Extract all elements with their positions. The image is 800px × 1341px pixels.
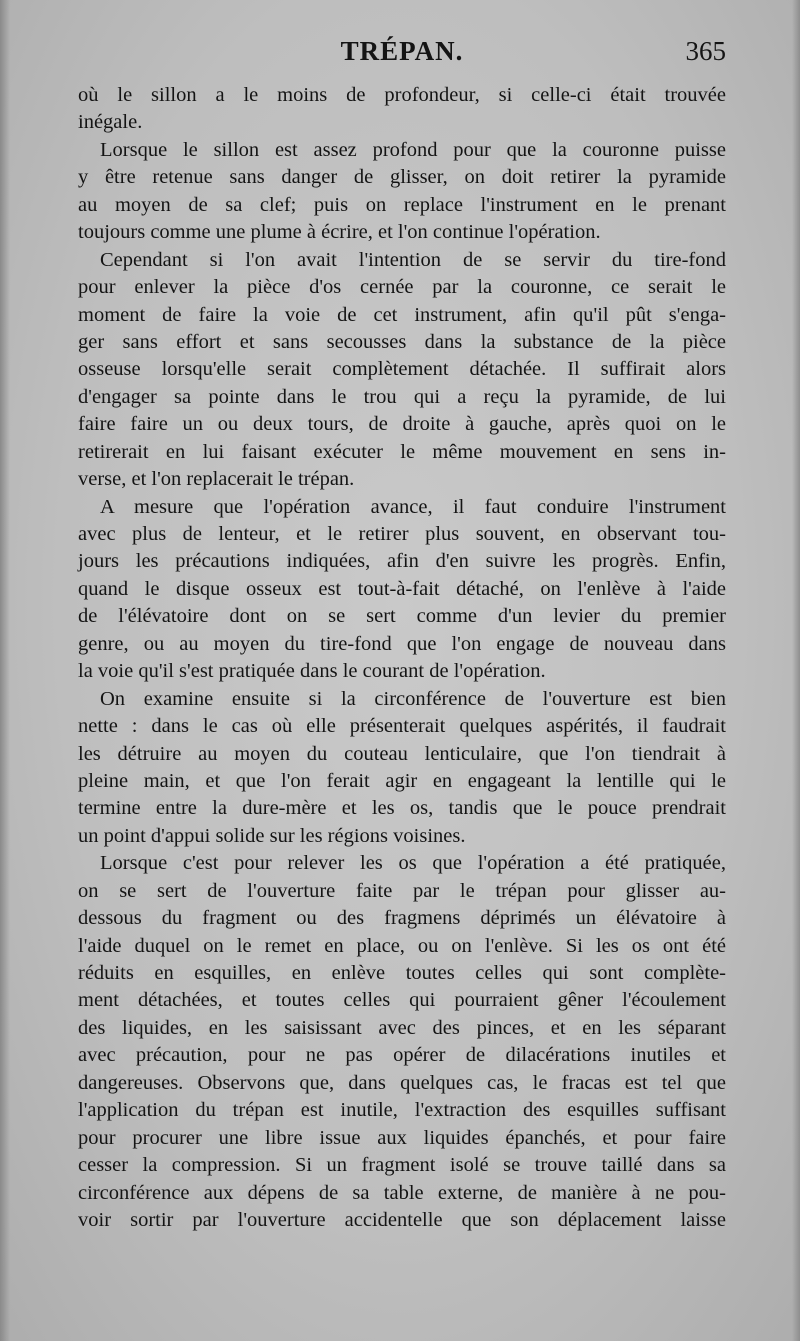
text-line: cesser la compression. Si un fragment isolé se trouve taillé dans sa bbox=[78, 1154, 726, 1177]
text-line: quand le disque osseux est tout-à-fait détaché, on l'enlève à l'aide bbox=[78, 577, 726, 600]
text-line: réduits en esquilles, en enlève toutes celles qui sont complète- bbox=[78, 962, 726, 984]
text-line: dangereuses. Observons que, dans quelques cas, le fracas est tel que bbox=[78, 1071, 726, 1094]
text-line: verse, et l'on replacerait le trépan. bbox=[78, 468, 355, 491]
text-line: inégale. bbox=[78, 111, 143, 134]
text-line: d'engager sa pointe dans le trou qui a reçu la pyramide, de lui bbox=[78, 385, 726, 408]
text-line: nette : dans le cas où elle présenterait quelques aspérités, il faudrait bbox=[78, 715, 726, 738]
text-line: Lorsque le sillon est assez profond pour que la couronne puisse bbox=[100, 138, 726, 161]
text-line: pleine main, et que l'on ferait agir en engageant la lentille qui le bbox=[78, 769, 726, 792]
body-text bbox=[78, 82, 726, 1234]
text-line: circonférence aux dépens de sa table externe, de manière à ne pou- bbox=[78, 1181, 726, 1204]
text-line: Lorsque c'est pour relever les os que l'opération a été pratiquée, bbox=[100, 852, 726, 875]
text-line: au moyen de sa clef; puis on replace l'instrument en le prenant bbox=[78, 193, 726, 216]
text-line: on se sert de l'ouverture faite par le trépan pour glisser au- bbox=[78, 879, 726, 902]
text-line: où le sillon a le moins de profondeur, si celle-ci était trouvée bbox=[78, 84, 726, 106]
text-line: les détruire au moyen du couteau lenticulaire, que l'on tiendrait à bbox=[78, 742, 726, 765]
text-line: l'aide duquel on le remet en place, ou on l'enlève. Si les os ont été bbox=[78, 934, 726, 957]
text-line: jours les précautions indiquées, afin d'en suivre les progrès. Enfin, bbox=[78, 550, 726, 573]
text-line: l'application du trépan est inutile, l'extraction des esquilles suffisant bbox=[78, 1099, 726, 1122]
text-line: ger sans effort et sans secousses dans la substance de la pièce bbox=[78, 330, 726, 353]
text-line: la voie qu'il s'est pratiquée dans le courant de l'opération. bbox=[78, 660, 546, 683]
text-line: On examine ensuite si la circonférence de l'ouverture est bien bbox=[100, 687, 726, 710]
page-number: 365 bbox=[685, 36, 726, 66]
text-line: pour enlever la pièce d'os cernée par la couronne, ce serait le bbox=[78, 276, 726, 299]
text-line: des liquides, en les saisissant avec des pinces, et en les séparant bbox=[78, 1016, 726, 1039]
text-line: retirerait en lui faisant exécuter le même mouvement en sens in- bbox=[78, 440, 726, 463]
text-line: y être retenue sans danger de glisser, on doit retirer la pyramide bbox=[78, 166, 726, 189]
page-edge-shadow-right bbox=[792, 0, 800, 1341]
text-line: avec plus de lenteur, et le retirer plus souvent, en observant tou- bbox=[78, 523, 726, 545]
text-line: de l'élévatoire dont on se sert comme d'un levier du premier bbox=[78, 605, 726, 628]
text-line: avec précaution, pour ne pas opérer de dilacérations inutiles et bbox=[78, 1044, 726, 1067]
text-line: Cependant si l'on avait l'intention de se servir du tire-fond bbox=[100, 248, 726, 271]
text-line: genre, ou au moyen du tire-fond que l'on engage de nouveau dans bbox=[78, 632, 726, 655]
text-line: toujours comme une plume à écrire, et l'on continue l'opération. bbox=[78, 221, 601, 244]
text-line: voir sortir par l'ouverture accidentelle que son déplacement laisse bbox=[78, 1208, 726, 1231]
running-head: TRÉPAN. bbox=[340, 36, 464, 66]
text-line: faire faire un ou deux tours, de droite à gauche, après quoi on le bbox=[78, 413, 726, 436]
text-line: A mesure que l'opération avance, il faut conduire l'instrument bbox=[100, 495, 726, 518]
text-line: pour procurer une libre issue aux liquides épanchés, et pour faire bbox=[78, 1126, 726, 1149]
text-line: osseuse lorsqu'elle serait complètement détachée. Il suffirait alors bbox=[78, 358, 726, 381]
text-line: ment détachées, et toutes celles qui pourraient gêner l'écoulement bbox=[78, 989, 726, 1012]
text-line: un point d'appui solide sur les régions voisines. bbox=[78, 824, 466, 847]
text-line: moment de faire la voie de cet instrument, afin qu'il pût s'enga- bbox=[78, 303, 726, 326]
text-line: dessous du fragment ou des fragmens déprimés un élévatoire à bbox=[78, 907, 726, 930]
page-edge-shadow-left bbox=[0, 0, 10, 1341]
page-header bbox=[78, 36, 726, 72]
text-line: termine entre la dure-mère et les os, tandis que le pouce prendrait bbox=[78, 797, 726, 820]
